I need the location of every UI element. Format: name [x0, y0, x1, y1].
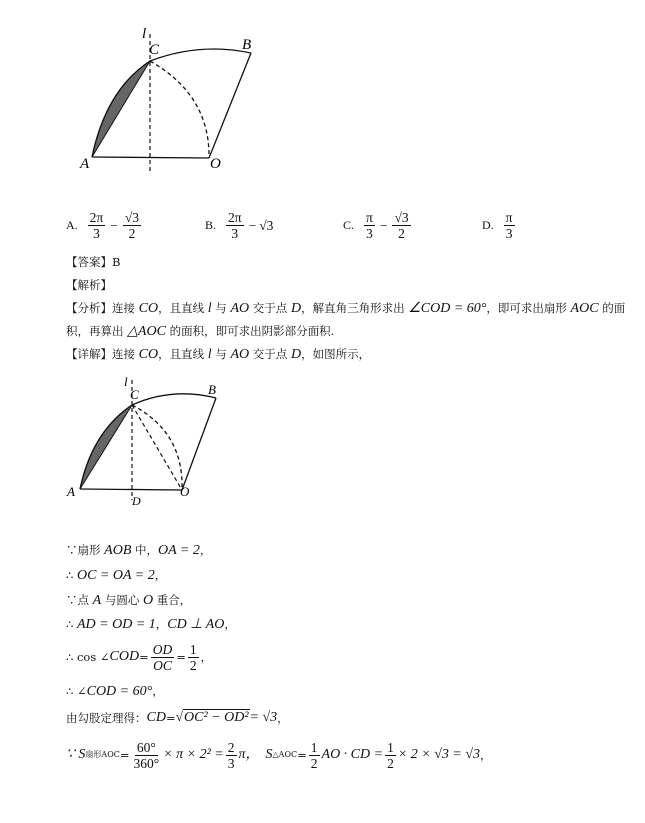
arc-CB	[150, 49, 251, 61]
fenxi-line-2: 积，再算出 △AOC 的面积，即可求出阴影部分面积.	[66, 324, 335, 339]
step-5: ∴ cos ∠ COD = $\frac{OD}{OC}$ = $\frac{1}{2}$ ，	[66, 641, 213, 673]
segment-AO	[92, 157, 209, 158]
segment-AO	[80, 489, 182, 490]
fenxi-line-1: 【分析】连接 CO，且直线 l 与 AO 交于点 D，解直角三角形求出 ∠COD = 60°，即可求出扇形 AOC 的面	[66, 301, 626, 316]
answer-line: 【答案】B	[66, 255, 121, 269]
step-6: ∴ ∠COD = 60°，	[66, 684, 164, 699]
step-3: ∵点 A 与圆心 O 重合，	[66, 593, 192, 608]
label-l: l	[142, 26, 147, 42]
dashed-segment-CO	[132, 405, 182, 490]
step-7: 由勾股定理得： CD = √OC² − OD² = √3 ，	[66, 709, 289, 725]
label-D: D	[132, 494, 141, 508]
label-O: O	[210, 156, 221, 172]
label-O: O	[180, 484, 190, 499]
option-a[interactable]: A. $\frac{2\pi}{3}$ − $\frac{√3}{2}$	[66, 210, 140, 241]
label-C: C	[130, 387, 139, 402]
shaded-segment	[92, 61, 150, 157]
option-d[interactable]: D. $\frac{\pi}{3}$	[482, 210, 513, 241]
dashed-arc-CO	[150, 61, 209, 158]
step-1: ∵扇形 AOB 中，OA = 2，	[66, 543, 212, 558]
figure-2-sector	[62, 372, 232, 512]
shaded-segment	[80, 405, 132, 489]
xiangjie-line: 【详解】连接 CO，且直线 l 与 AO 交于点 D，如图所示，	[66, 347, 371, 362]
label-l: l	[124, 374, 128, 389]
label-B: B	[208, 382, 216, 397]
figure-1-sector	[70, 20, 270, 185]
option-b[interactable]: B. $\frac{2\pi}{3}$ − √3	[205, 210, 274, 241]
segment-OB	[182, 398, 216, 490]
arc-CB	[132, 394, 216, 405]
label-C: C	[149, 42, 160, 58]
step-8: ∵ S 扇形AOC = $\frac{60^\circ}{360^\circ}$ × π × 2² = $\frac{2}{3}$ π， S △AOC = $\frac{1}{2}$ AO · CD = $\frac{1}{2}$ × 2 × √3 = √3 ，	[66, 739, 492, 771]
option-c[interactable]: C. $\frac{\pi}{3}$ − $\frac{√3}{2}$	[343, 210, 409, 241]
segment-OB	[209, 53, 251, 158]
step-2: ∴ OC = OA = 2，	[66, 568, 167, 583]
label-B: B	[242, 37, 252, 53]
step-4: ∴ AD = OD = 1，CD ⊥ AO，	[66, 617, 236, 632]
label-A: A	[67, 484, 75, 499]
jiexi-heading: 【解析】	[66, 278, 112, 292]
label-A: A	[80, 156, 90, 172]
